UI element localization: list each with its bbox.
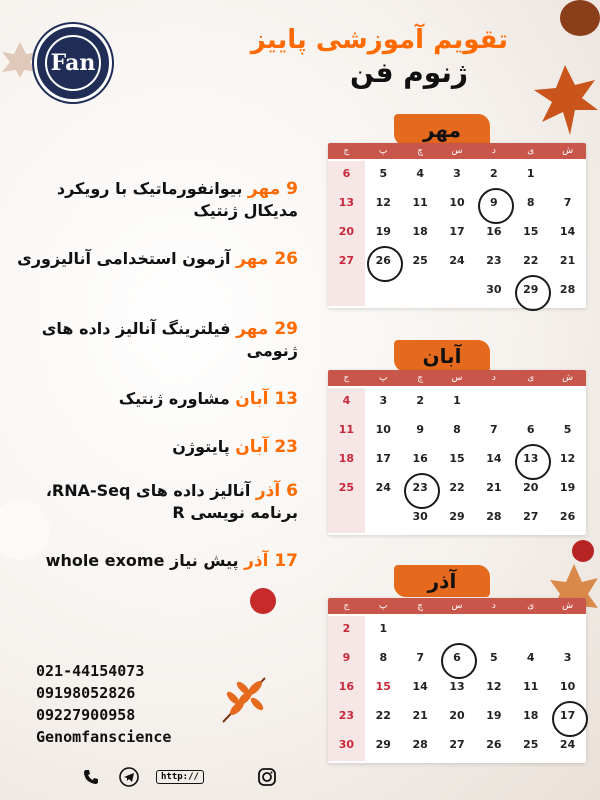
day-number: 15: [449, 452, 465, 465]
event-item: 29 مهر فیلترینگ آنالیز داده های ژنومی: [41, 319, 298, 360]
weekday-label: د: [491, 146, 496, 156]
day-number: 12: [375, 196, 391, 209]
calendar-day: [402, 674, 439, 703]
phone-icon[interactable]: [80, 766, 102, 788]
calendar-day: [439, 417, 476, 446]
day-number: 2: [490, 167, 498, 180]
weekday-label: د: [491, 601, 496, 611]
day-number: 10: [559, 680, 576, 693]
calendar-day: [402, 388, 439, 417]
calendar-day: [512, 475, 549, 504]
calendar-day: [328, 674, 365, 703]
day-number: 19: [559, 481, 576, 494]
weekday-label: ی: [527, 373, 535, 383]
calendar-day: [328, 190, 365, 219]
calendar-day: [439, 446, 476, 475]
day-number: 2: [416, 394, 424, 407]
calendar-day: [512, 703, 549, 732]
day-number: 12: [486, 680, 502, 693]
day-number: 6: [526, 423, 535, 436]
calendar-day: [365, 161, 402, 190]
calendar-day: [439, 475, 476, 504]
event-circle: [515, 275, 551, 311]
calendar-day: [549, 475, 586, 504]
calendar-day: [549, 616, 586, 645]
weekday-label: س: [451, 601, 463, 611]
day-number: 27: [523, 510, 539, 523]
calendar-day: [549, 703, 586, 732]
calendar-day: [512, 504, 549, 533]
calendar-aban: [328, 370, 586, 535]
logo-text: Fan: [45, 35, 101, 91]
calendar-day: [475, 674, 512, 703]
day-number: 27: [449, 738, 465, 751]
calendar-azar: [328, 598, 586, 763]
calendar-day: [475, 645, 512, 674]
day-number: 10: [449, 196, 465, 209]
calendar-day: [365, 417, 402, 446]
calendar-day: [549, 674, 586, 703]
month-label: آذر: [394, 565, 490, 597]
day-number: 24: [449, 254, 465, 267]
day-number: 28: [486, 510, 502, 523]
weekday-label: ش: [562, 601, 574, 611]
weekday-label: ج: [343, 601, 350, 611]
day-number: 27: [338, 254, 355, 267]
calendar-day: [328, 219, 365, 248]
calendar-day: [475, 417, 512, 446]
month-label: مهر: [394, 114, 490, 146]
calendar-day: [365, 674, 402, 703]
day-number: 18: [523, 709, 539, 722]
day-number: 20: [338, 225, 355, 238]
calendar-day: [365, 645, 402, 674]
day-number: 19: [486, 709, 502, 722]
calendar-day: [475, 219, 512, 248]
weekday-label: چ: [417, 146, 424, 156]
day-number: 26: [486, 738, 502, 751]
calendar-day: [365, 219, 402, 248]
calendar-day: [402, 703, 439, 732]
calendar-day: [475, 388, 512, 417]
day-number: 1: [453, 394, 461, 407]
day-number: 23: [412, 481, 428, 494]
calendar-day: [328, 388, 365, 417]
day-number: 8: [526, 196, 535, 209]
day-number: 29: [375, 738, 391, 751]
event-item: 13 آبان مشاوره ژنتیک: [118, 389, 298, 409]
day-number: 25: [338, 481, 355, 494]
weekday-label: ج: [343, 373, 350, 383]
day-number: 4: [526, 651, 535, 664]
calendar-day: [439, 190, 476, 219]
calendar-day: [402, 417, 439, 446]
day-number: 7: [490, 423, 498, 436]
calendar-day: [439, 616, 476, 645]
calendar-day: [402, 616, 439, 645]
calendar-day: [402, 732, 439, 761]
day-number: 6: [342, 167, 351, 180]
day-number: 5: [563, 423, 572, 436]
calendar-grid: [328, 614, 586, 763]
day-number: 30: [338, 738, 355, 751]
day-number: 16: [412, 452, 428, 465]
berry-icon: [572, 540, 594, 562]
contact-list: [36, 660, 171, 748]
day-number: 4: [416, 167, 424, 180]
day-number: 22: [523, 254, 539, 267]
calendar-day: [512, 190, 549, 219]
calendar-day: [512, 417, 549, 446]
calendar-day: [549, 277, 586, 306]
calendar-day: [328, 277, 365, 306]
calendar-day: [512, 674, 549, 703]
calendar-day: [365, 388, 402, 417]
calendar-mehr: [328, 143, 586, 308]
chestnut-icon: [560, 0, 600, 36]
calendar-day: [402, 475, 439, 504]
calendar-day: [365, 475, 402, 504]
weekday-label: ی: [527, 601, 535, 611]
calendar-day: [475, 277, 512, 306]
day-number: 30: [412, 510, 428, 523]
weekday-label: پ: [379, 601, 388, 611]
calendar-day: [328, 504, 365, 533]
calendar-day: [328, 616, 365, 645]
weekday-label: د: [491, 373, 496, 383]
calendar-day: [328, 248, 365, 277]
calendar-day: [512, 161, 549, 190]
calendar-day: [549, 504, 586, 533]
calendar-day: [512, 219, 549, 248]
calendar-grid: [328, 159, 586, 308]
day-number: 16: [338, 680, 355, 693]
day-number: 17: [449, 225, 465, 238]
weekday-label: چ: [417, 373, 424, 383]
day-number: 18: [338, 452, 355, 465]
day-number: 7: [563, 196, 572, 209]
event-item: 9 مهر بیوانفورماتیک با رویکرد مدیکال ژنتیک: [56, 179, 298, 220]
calendar-day: [365, 732, 402, 761]
calendar-day: [439, 645, 476, 674]
calendar-day: [549, 446, 586, 475]
website-icon[interactable]: http://: [156, 770, 204, 784]
calendar-day: [475, 475, 512, 504]
day-number: 6: [453, 651, 461, 664]
calendar-day: [439, 161, 476, 190]
weekday-label: س: [451, 373, 463, 383]
autumn-leaf-icon: [530, 60, 600, 140]
day-number: 17: [375, 452, 391, 465]
calendar-day: [549, 417, 586, 446]
calendar-day: [439, 219, 476, 248]
day-number: 13: [338, 196, 355, 209]
calendar-day: [365, 504, 402, 533]
calendar-day: [549, 388, 586, 417]
calendar-day: [512, 248, 549, 277]
calendar-day: [328, 161, 365, 190]
event-item: 23 آبان پایتوژن: [172, 437, 298, 457]
day-number: 30: [486, 283, 502, 296]
mobile-number[interactable]: 09198052826: [36, 684, 136, 702]
day-number: 26: [375, 254, 391, 267]
calendar-day: [402, 645, 439, 674]
weekday-label: پ: [379, 146, 388, 156]
weekday-label: پ: [379, 373, 388, 383]
branch-leaf-icon: [215, 668, 275, 728]
weekday-label: ج: [343, 146, 350, 156]
calendar-day: [512, 277, 549, 306]
calendar-day: [328, 446, 365, 475]
calendar-day: [512, 732, 549, 761]
weekday-header: [328, 143, 586, 159]
day-number: 22: [375, 709, 391, 722]
month-label: آبان: [394, 340, 490, 372]
day-number: 4: [342, 394, 351, 407]
calendar-day: [475, 703, 512, 732]
day-number: 25: [523, 738, 539, 751]
calendar-day: [439, 504, 476, 533]
day-number: 28: [412, 738, 428, 751]
day-number: 21: [559, 254, 576, 267]
day-number: 23: [486, 254, 502, 267]
day-number: 7: [416, 651, 424, 664]
day-number: 20: [449, 709, 465, 722]
calendar-day: [549, 732, 586, 761]
day-number: 3: [379, 394, 388, 407]
calendar-day: [402, 446, 439, 475]
day-number: 16: [486, 225, 502, 238]
social-icons: [80, 766, 278, 788]
day-number: 3: [563, 651, 572, 664]
brand-logo: [34, 24, 112, 102]
weekday-label: س: [451, 146, 463, 156]
day-number: 29: [449, 510, 465, 523]
day-number: 5: [379, 167, 388, 180]
day-number: 29: [523, 283, 539, 296]
day-number: 18: [412, 225, 428, 238]
title-line-1: تقویم آموزشی پاییز: [250, 25, 508, 55]
phone-number[interactable]: 021-44154073: [36, 662, 145, 680]
day-number: 9: [490, 196, 498, 209]
day-number: 21: [412, 709, 428, 722]
day-number: 8: [379, 651, 388, 664]
day-number: 11: [412, 196, 428, 209]
day-number: 17: [559, 709, 576, 722]
weekday-label: چ: [417, 601, 424, 611]
day-number: 15: [523, 225, 539, 238]
calendar-day: [475, 504, 512, 533]
day-number: 3: [453, 167, 461, 180]
berry-icon: [250, 588, 276, 614]
social-handle[interactable]: Genomfanscience: [36, 728, 172, 746]
day-number: 2: [342, 622, 351, 635]
calendar-day: [475, 190, 512, 219]
day-number: 14: [559, 225, 576, 238]
calendar-day: [512, 388, 549, 417]
calendar-day: [512, 446, 549, 475]
calendar-day: [402, 219, 439, 248]
calendar-day: [475, 446, 512, 475]
event-item: 26 مهر آزمون استخدامی آنالیزوری: [17, 249, 298, 269]
weekday-label: ی: [527, 146, 535, 156]
day-number: 15: [375, 680, 391, 693]
calendar-day: [439, 277, 476, 306]
page-title: [251, 24, 508, 90]
calendar-day: [439, 248, 476, 277]
calendar-day: [512, 645, 549, 674]
calendar-day: [439, 388, 476, 417]
telegram-icon[interactable]: [118, 766, 140, 788]
calendar-day: [439, 703, 476, 732]
calendar-day: [402, 248, 439, 277]
day-number: 24: [375, 481, 391, 494]
day-number: 8: [453, 423, 461, 436]
day-number: 20: [523, 481, 539, 494]
calendar-day: [549, 190, 586, 219]
calendar-day: [549, 645, 586, 674]
calendar-day: [328, 703, 365, 732]
day-number: 14: [486, 452, 502, 465]
calendar-day: [475, 248, 512, 277]
day-number: 1: [379, 622, 388, 635]
day-number: 26: [559, 510, 576, 523]
day-number: 11: [523, 680, 539, 693]
calendar-day: [365, 616, 402, 645]
weekday-label: ش: [562, 373, 574, 383]
day-number: 9: [342, 651, 351, 664]
day-number: 1: [526, 167, 535, 180]
calendar-day: [402, 190, 439, 219]
day-number: 19: [375, 225, 391, 238]
calendar-day: [402, 161, 439, 190]
day-number: 14: [412, 680, 428, 693]
event-item: 17 آذر پیش نیاز whole exome: [45, 551, 298, 571]
day-number: 10: [375, 423, 391, 436]
calendar-day: [328, 475, 365, 504]
calendar-day: [365, 277, 402, 306]
day-number: 24: [559, 738, 576, 751]
mobile-number[interactable]: 09227900958: [36, 706, 136, 724]
day-number: 11: [338, 423, 355, 436]
day-number: 12: [559, 452, 576, 465]
day-number: 23: [338, 709, 355, 722]
calendar-day: [365, 703, 402, 732]
calendar-day: [475, 616, 512, 645]
day-number: 28: [559, 283, 576, 296]
calendar-day: [439, 674, 476, 703]
weekday-header: [328, 598, 586, 614]
calendar-day: [549, 219, 586, 248]
event-item: 6 آذر آنالیز داده های RNA-Seq، برنامه نویسی R: [45, 481, 298, 522]
calendar-day: [328, 732, 365, 761]
calendar-day: [402, 504, 439, 533]
calendar-day: [365, 190, 402, 219]
weekday-label: ش: [562, 146, 574, 156]
calendar-grid: [328, 386, 586, 535]
calendar-day: [365, 248, 402, 277]
calendar-day: [439, 732, 476, 761]
day-number: 13: [523, 452, 539, 465]
calendar-day: [328, 645, 365, 674]
calendar-day: [402, 277, 439, 306]
day-number: 5: [490, 651, 498, 664]
day-number: 13: [449, 680, 465, 693]
calendar-day: [328, 417, 365, 446]
weekday-header: [328, 370, 586, 386]
day-number: 21: [486, 481, 502, 494]
calendar-day: [365, 446, 402, 475]
title-line-2: ژنوم فن: [350, 56, 468, 89]
instagram-icon[interactable]: [256, 766, 278, 788]
day-number: 22: [449, 481, 465, 494]
calendar-day: [475, 161, 512, 190]
calendar-day: [549, 248, 586, 277]
calendar-day: [512, 616, 549, 645]
calendar-day: [549, 161, 586, 190]
day-number: 25: [412, 254, 428, 267]
calendar-day: [475, 732, 512, 761]
day-number: 9: [416, 423, 424, 436]
